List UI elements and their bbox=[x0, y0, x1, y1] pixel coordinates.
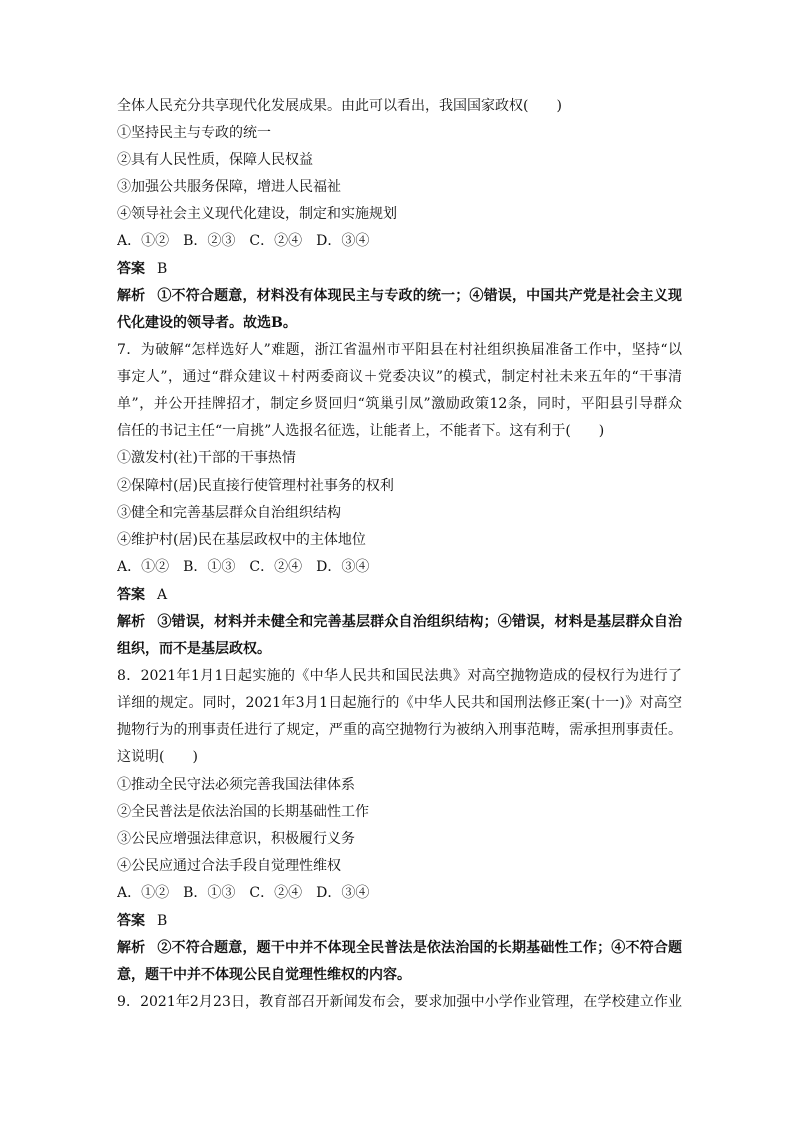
analysis-line bbox=[117, 612, 682, 632]
answer-value: B bbox=[157, 261, 168, 277]
analysis-label: 解析 bbox=[117, 288, 146, 304]
question-7-stem: 事定人”，通过“群众建议＋村两委商议＋党委决议”的模式，制定村社未来五年的“干事清 bbox=[117, 369, 682, 385]
analysis-text: ②不符合题意，题干中并不体现全民普法是依法治国的长期基础性工作；④不符合题 bbox=[157, 940, 682, 956]
option-4: ④维护村(居)民在基层政权中的主体地位 bbox=[117, 532, 366, 548]
option-2: ②保障村(居)民直接行使管理村社事务的权利 bbox=[117, 478, 394, 494]
question-7-stem: 信任的书记主任“一肩挑”人选报名征选，让能者上，不能者下。这有利于( ) bbox=[117, 423, 605, 439]
option-3: ③健全和完善基层群众自治组织结构 bbox=[117, 505, 341, 521]
analysis-text: ③错误，材料并未健全和完善基层群众自治组织结构；④错误，材料是基层群众自治 bbox=[157, 614, 682, 630]
answer-value: A bbox=[157, 587, 168, 603]
analysis-continuation: 组织，而不是基层政权。 bbox=[117, 641, 271, 657]
question-8-stem: 这说明( ) bbox=[117, 749, 198, 765]
option-3: ③公民应增强法律意识，积极履行义务 bbox=[117, 831, 355, 847]
answer-label: 答案 bbox=[117, 587, 145, 603]
option-1: ①激发村(社)干部的干事热情 bbox=[117, 450, 296, 466]
question-6-stem-end: 全体人民充分共享现代化发展成果。由此可以看出，我国国家政权( ) bbox=[117, 98, 562, 114]
option-4: ④领导社会主义现代化建设，制定和实施规划 bbox=[117, 206, 397, 222]
option-1: ①推动全民守法必须完善我国法律体系 bbox=[117, 777, 355, 793]
question-7-stem: 单”，并公开挂牌招才，制定乡贤回归“筑巢引凤”激励政策12条，同时，平阳县引导群众 bbox=[117, 396, 682, 412]
answer-line bbox=[117, 585, 682, 605]
analysis-label: 解析 bbox=[117, 940, 146, 956]
option-2: ②具有人民性质，保障人民权益 bbox=[117, 152, 313, 168]
question-9-stem: 9．2021年2月23日，教育部召开新闻发布会，要求加强中小学作业管理，在学校建立作业 bbox=[117, 994, 682, 1010]
analysis-label: 解析 bbox=[117, 614, 146, 630]
analysis-continuation: 代化建设的领导者。故选B。 bbox=[117, 315, 297, 331]
analysis-line bbox=[117, 938, 682, 958]
option-4: ④公民应通过合法手段自觉理性维权 bbox=[117, 858, 341, 874]
question-8-stem: 详细的规定。同时，2021年3月1日起施行的《中华人民共和国刑法修正案(十一)》对高空 bbox=[117, 695, 682, 711]
question-8-stem: 8．2021年1月1日起实施的《中华人民共和国民法典》对高空抛物造成的侵权行为进行了 bbox=[117, 668, 682, 684]
option-2: ②全民普法是依法治国的长期基础性工作 bbox=[117, 804, 369, 820]
answer-line bbox=[117, 259, 682, 279]
answer-value: B bbox=[157, 913, 168, 929]
question-7-stem: 7．为破解“怎样选好人”难题，浙江省温州市平阳县在村社组织换届准备工作中，坚持“以 bbox=[117, 342, 682, 358]
option-1: ①坚持民主与专政的统一 bbox=[117, 125, 271, 141]
analysis-continuation: 意，题干中并不体现公民自觉理性维权的内容。 bbox=[117, 967, 411, 983]
answer-label: 答案 bbox=[117, 261, 145, 277]
analysis-text: ①不符合题意，材料没有体现民主与专政的统一；④错误，中国共产党是社会主义现 bbox=[157, 288, 682, 304]
analysis-line bbox=[117, 286, 682, 306]
option-3: ③加强公共服务保障，增进人民福祉 bbox=[117, 179, 341, 195]
answer-label: 答案 bbox=[117, 913, 145, 929]
choices: A．①② B．①③ C．②④ D．③④ bbox=[117, 559, 370, 575]
answer-line bbox=[117, 911, 682, 931]
choices: A．①② B．②③ C．②④ D．③④ bbox=[117, 233, 370, 249]
choices: A．①② B．①③ C．②④ D．③④ bbox=[117, 885, 370, 901]
question-8-stem: 抛物行为的刑事责任进行了规定，严重的高空抛物行为被纳入刑事范畴，需承担刑事责任。 bbox=[117, 722, 682, 738]
